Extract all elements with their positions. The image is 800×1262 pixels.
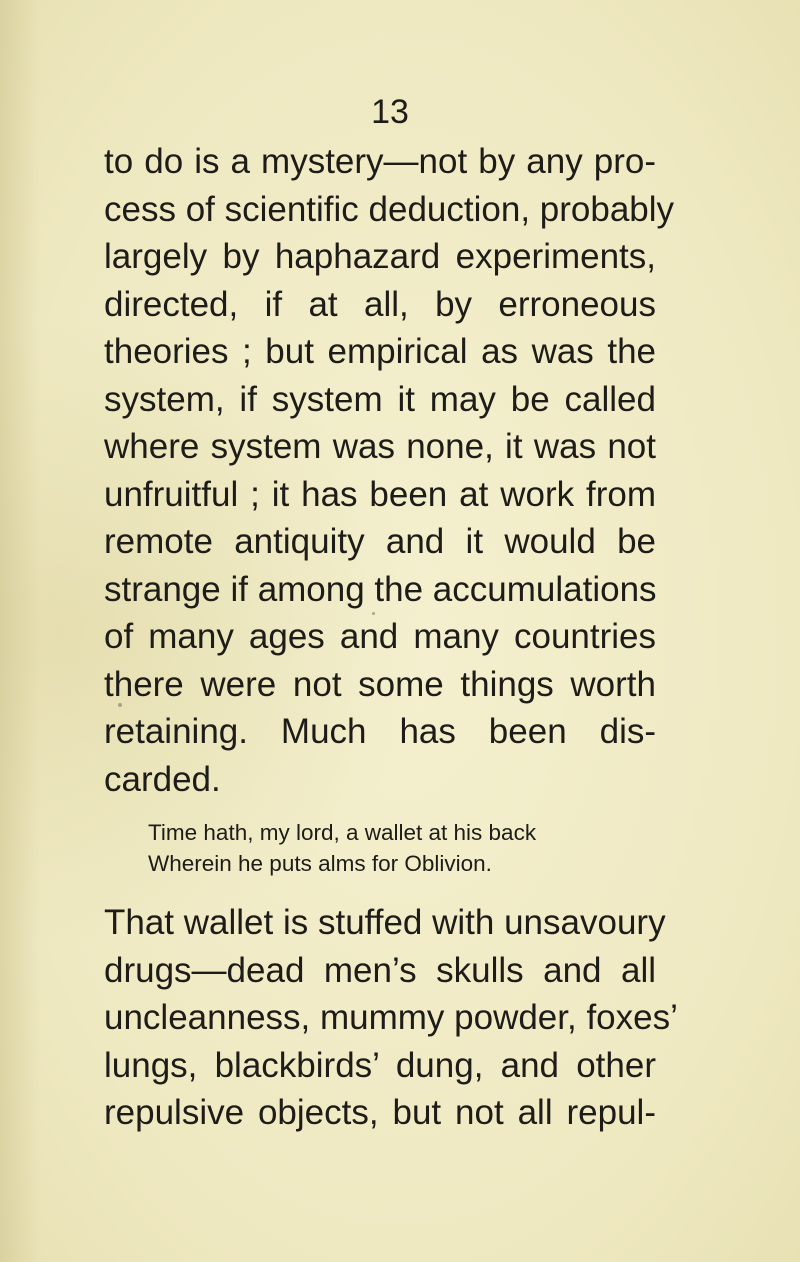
text-line: retaining. Much has been dis- [104,712,656,751]
text-line: drugs—dead men’s skulls and all [104,950,656,990]
verse-quotation [148,817,656,879]
paragraph-2 [104,899,678,1137]
text-line: of many ages and many countries [104,617,656,656]
paragraph-1 [104,138,675,803]
text-line: lungs, blackbirds’ dung, and other [104,1045,656,1085]
quote-line: Wherein he puts alms for Oblivion. [148,851,492,876]
text-line: there were not some things worth [104,664,656,704]
text-line: directed, if at all, by erroneous [104,284,656,324]
text-line: system, if system it may be called [104,379,656,419]
text-line: repulsive objects, but not all repul- [104,1093,656,1132]
text-line: unfruitful ; it has been at work from [104,474,656,514]
page-gutter-shadow [0,0,40,1262]
text-line: cess of scientific deduction, probably [104,189,675,229]
text-line: where system was none, it was not [104,427,656,466]
text-line: to do is a mystery—not by any pro- [104,142,656,181]
page-text [104,138,678,1137]
text-line: theories ; but empirical as was the [104,332,656,371]
text-line: largely by haphazard experiments, [104,237,656,276]
quote-line: Time hath, my lord, a wallet at his back [148,820,537,845]
text-line: remote antiquity and it would be [104,522,656,561]
text-line: carded. [104,759,221,799]
text-line: strange if among the accumulations [104,569,657,609]
page-number: 13 [371,93,409,131]
text-line: uncleanness, mummy powder, foxes’ [104,998,678,1037]
text-line: That wallet is stuffed with unsavoury [104,903,666,942]
